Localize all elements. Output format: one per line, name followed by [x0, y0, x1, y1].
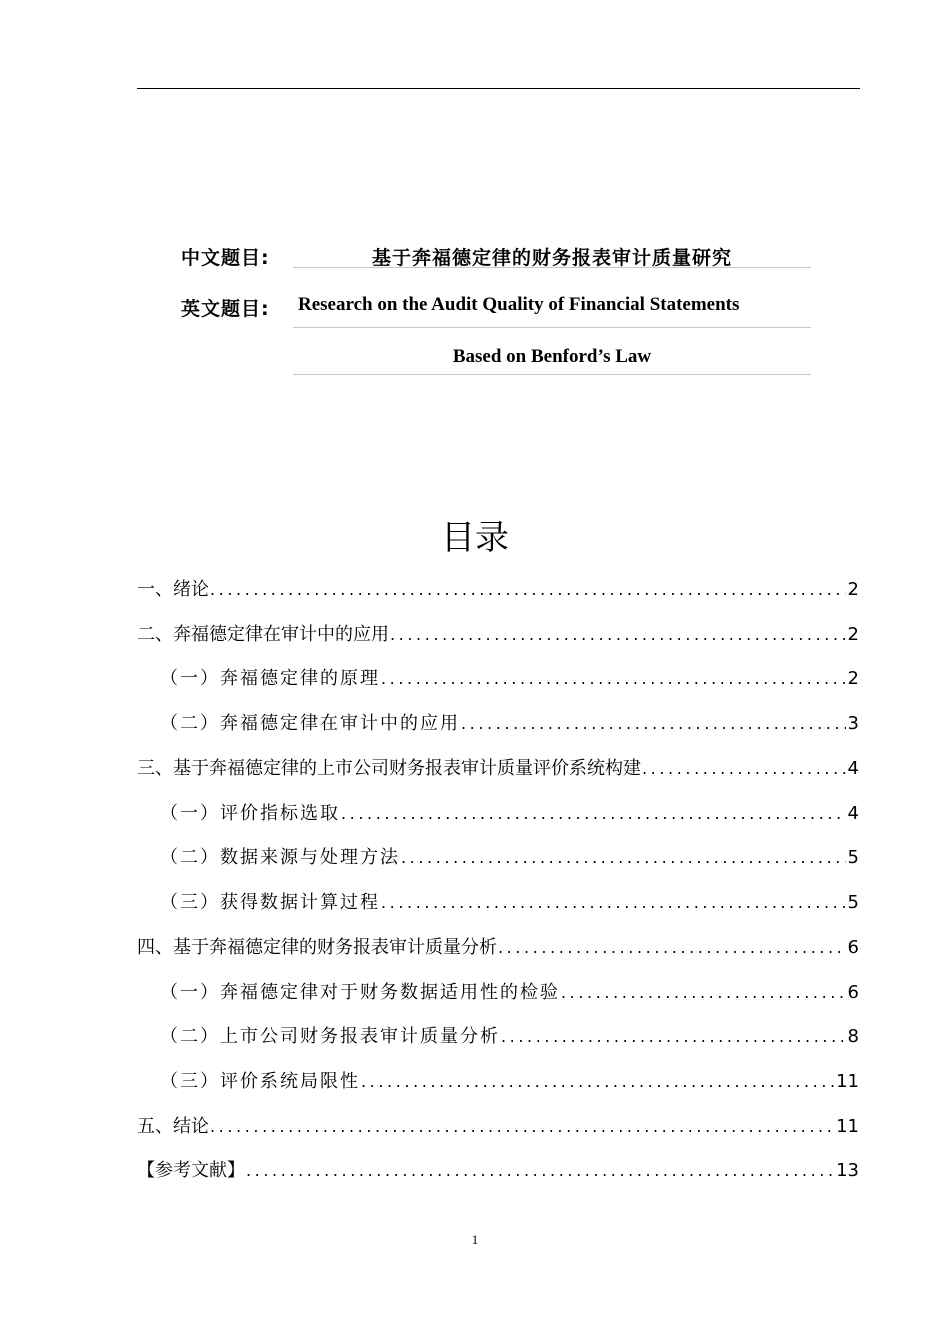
cn-title: 基于奔福德定律的财务报表审计质量研究 — [293, 243, 811, 268]
toc-entry[interactable] — [137, 1156, 859, 1184]
toc-entry-page: 5 — [847, 847, 859, 868]
toc-leader-dots — [380, 666, 846, 692]
toc-entry-title: 五、结论 — [137, 1116, 209, 1137]
toc-entry-page: 2 — [847, 579, 859, 600]
toc-entry-page: 2 — [847, 624, 859, 645]
toc-leader-dots — [641, 756, 846, 782]
toc-entry[interactable] — [160, 1022, 859, 1050]
toc-leader-dots — [380, 890, 846, 916]
toc-entry[interactable] — [137, 575, 859, 603]
toc-entry-page: 13 — [836, 1160, 859, 1181]
toc-entry-page: 5 — [847, 892, 859, 913]
toc-entry[interactable] — [160, 1067, 859, 1095]
en-title-line1: Research on the Audit Quality of Financial Statements — [298, 294, 740, 315]
toc-leader-dots — [497, 935, 846, 961]
toc-entry[interactable] — [160, 888, 859, 916]
toc-entry-page: 2 — [847, 668, 859, 689]
toc-entry[interactable] — [137, 1112, 859, 1140]
toc-entry-title: （二）上市公司财务报表审计质量分析 — [160, 1026, 500, 1047]
toc-entry-page: 8 — [847, 1026, 859, 1047]
toc-heading: 目录 — [441, 518, 509, 558]
toc-entry-title: （二）奔福德定律在审计中的应用 — [160, 713, 460, 734]
toc-leader-dots — [360, 1069, 834, 1095]
toc-entry-title: 二、奔福德定律在审计中的应用 — [137, 624, 389, 645]
toc-leader-dots — [209, 577, 846, 603]
toc-entry[interactable] — [160, 843, 859, 871]
toc-leader-dots — [500, 1024, 846, 1050]
toc-entry-title: 四、基于奔福德定律的财务报表审计质量分析 — [137, 937, 497, 958]
toc-leader-dots — [560, 980, 846, 1006]
toc-entry[interactable] — [137, 754, 859, 782]
page-number: 1 — [471, 1232, 479, 1247]
toc-entry-title: （二）数据来源与处理方法 — [160, 847, 400, 868]
toc-entry-page: 4 — [847, 758, 859, 779]
toc-entry-page: 6 — [847, 982, 859, 1003]
toc-entry-title: 【参考文献】 — [137, 1160, 245, 1181]
toc-entry-page: 4 — [847, 803, 859, 824]
toc-entry[interactable] — [160, 709, 859, 737]
toc-entry-page: 6 — [847, 937, 859, 958]
toc-entry-title: 三、基于奔福德定律的上市公司财务报表审计质量评价系统构建 — [137, 758, 641, 779]
en-title-line1-underline — [293, 327, 811, 328]
toc-entry-title: （一）评价指标选取 — [160, 803, 340, 824]
toc-entry[interactable] — [137, 620, 859, 648]
toc-entry-page: 11 — [836, 1071, 859, 1092]
header-rule — [137, 88, 860, 89]
toc-entry-title: 一、绪论 — [137, 579, 209, 600]
toc-entry-page: 11 — [836, 1116, 859, 1137]
toc-entry[interactable] — [160, 664, 859, 692]
cn-title-label: 中文题目: — [181, 247, 270, 269]
toc-leader-dots — [400, 845, 846, 871]
toc-entry-title: （一）奔福德定律对于财务数据适用性的检验 — [160, 982, 560, 1003]
toc-leader-dots — [460, 711, 846, 737]
toc-entry-page: 3 — [847, 713, 859, 734]
toc-entry[interactable] — [137, 933, 859, 961]
toc-leader-dots — [340, 801, 846, 827]
toc-entry-title: （一）奔福德定律的原理 — [160, 668, 380, 689]
toc-leader-dots — [209, 1114, 834, 1140]
toc-entry-title: （三）获得数据计算过程 — [160, 892, 380, 913]
en-title-line2: Based on Benford’s Law — [293, 346, 811, 375]
toc-entry-title: （三）评价系统局限性 — [160, 1071, 360, 1092]
toc-entry[interactable] — [160, 978, 859, 1006]
toc-entry[interactable] — [160, 799, 859, 827]
toc-leader-dots — [389, 622, 846, 648]
en-title-label: 英文题目: — [181, 298, 270, 320]
toc-leader-dots — [245, 1158, 834, 1184]
